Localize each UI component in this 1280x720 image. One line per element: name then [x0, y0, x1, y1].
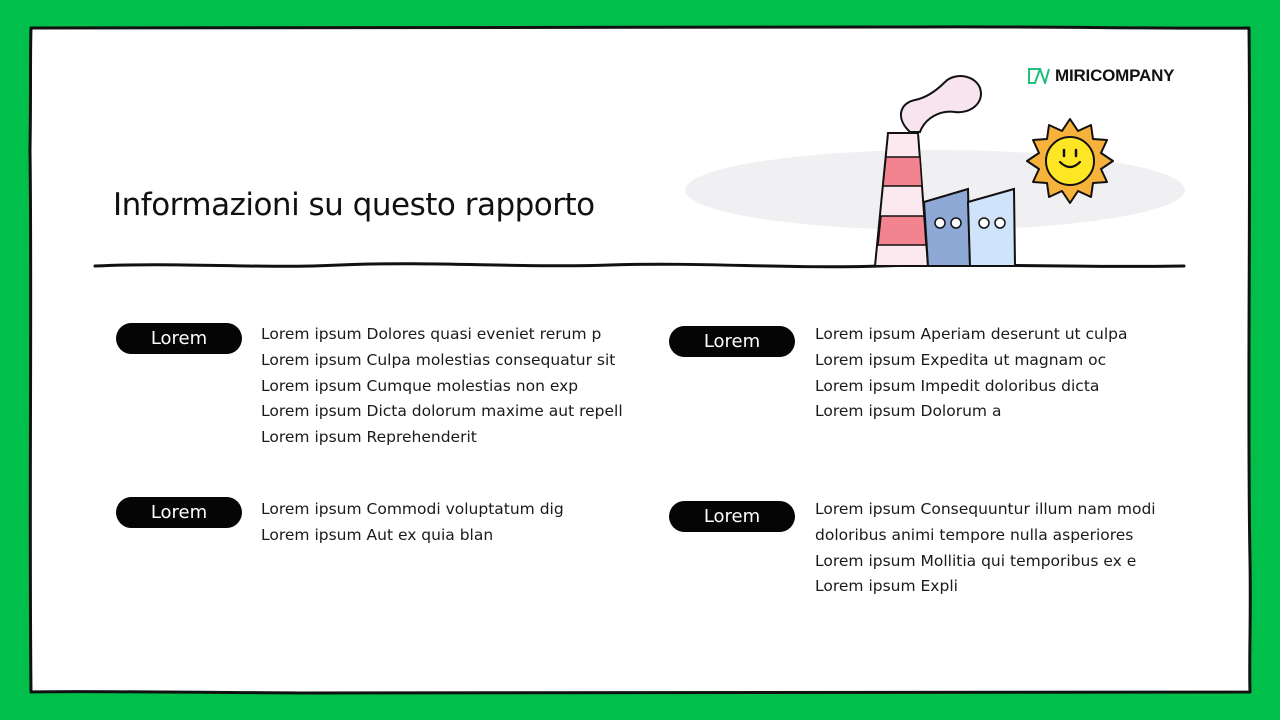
section-line: Lorem ipsum Mollitia qui temporibus ex e [815, 551, 1137, 570]
factory-sun-illustration [680, 70, 1200, 270]
section-line: Lorem ipsum Aperiam deserunt ut culpa [815, 325, 1128, 343]
section-text [261, 322, 623, 451]
section-text [815, 322, 1128, 425]
section-line: Lorem ipsum Expedita ut magnam oc [815, 350, 1107, 369]
building-blue [924, 189, 970, 266]
section-line: Lorem ipsum Impedit doloribus dicta [815, 376, 1100, 395]
smoke [901, 76, 981, 132]
section-pill: Lorem [669, 501, 795, 532]
section-text [815, 497, 1156, 600]
section-line: Lorem ipsum Commodi voluptatum dig [261, 500, 564, 518]
section-line: Lorem ipsum Reprehenderit [261, 428, 477, 447]
section-line: Lorem ipsum Dicta dolorum maxime aut repell [261, 402, 623, 421]
section-line: Lorem ipsum Culpa molestias consequatur sit [261, 350, 616, 369]
section-line: Lorem ipsum Dolores quasi eveniet rerum p [261, 325, 602, 343]
section-line: doloribus animi tempore nulla asperiores [815, 525, 1134, 544]
section-line: Lorem ipsum Cumque molestias non exp [261, 376, 579, 395]
section-pill: Lorem [669, 326, 795, 357]
section-pill: Lorem [116, 497, 242, 528]
section-line: Lorem ipsum Expli [815, 577, 958, 596]
section-pill: Lorem [116, 323, 242, 354]
page-title: Informazioni su questo rapporto [113, 187, 595, 223]
section-text [261, 497, 564, 549]
section-line: Lorem ipsum Consequuntur illum nam modi [815, 500, 1156, 518]
section-line: Lorem ipsum Aut ex quia blan [261, 525, 494, 544]
building-light-blue [968, 189, 1015, 266]
section-line: Lorem ipsum Dolorum a [815, 402, 1002, 421]
brand-name: MIRICOMPANY [1055, 66, 1175, 85]
